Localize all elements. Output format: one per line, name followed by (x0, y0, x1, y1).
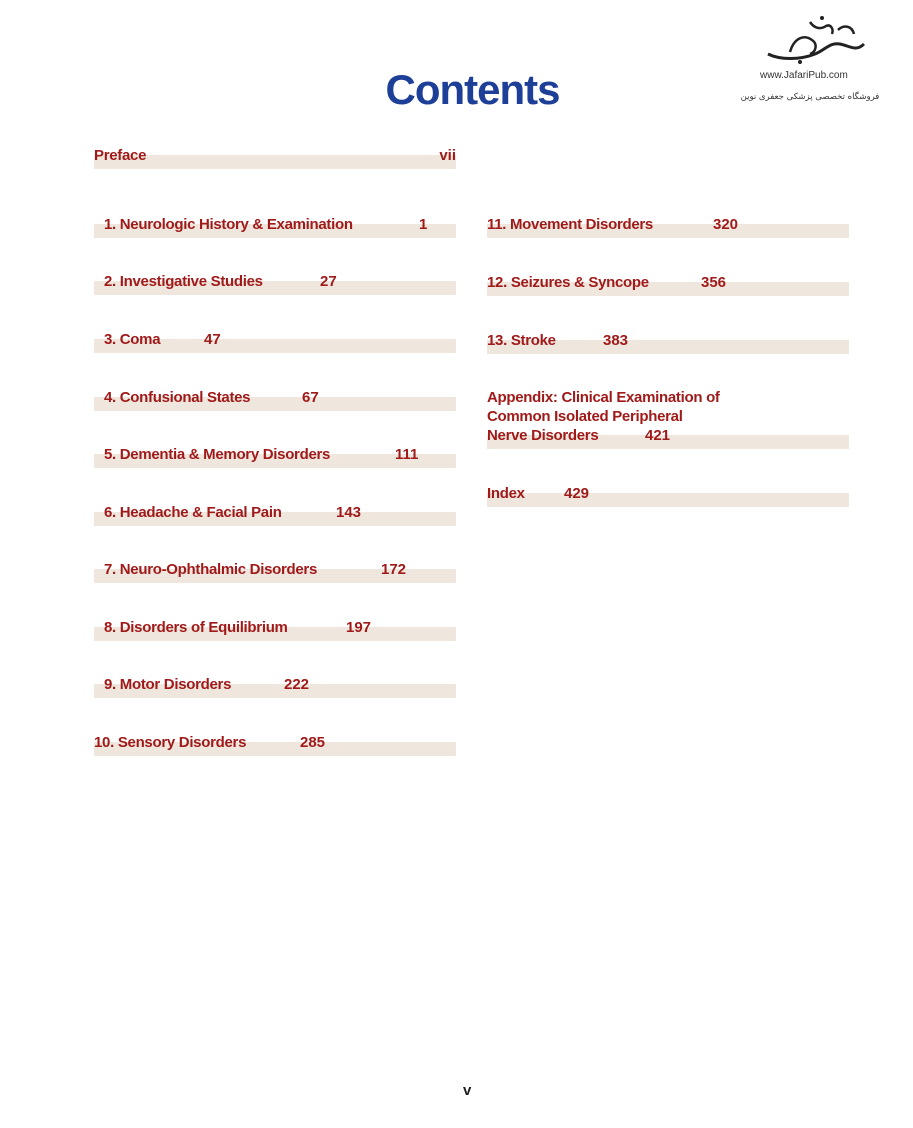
toc-entry-page: 172 (381, 561, 407, 578)
toc-entry-page: 47 (204, 331, 221, 348)
toc-entry-chapter-7[interactable] (94, 561, 456, 583)
toc-entry-label: 12. Seizures & Syncope (487, 274, 649, 291)
appendix-line-2: Common Isolated Peripheral (487, 408, 683, 425)
toc-entry-chapter-4[interactable] (94, 389, 456, 411)
toc-entry-page: 111 (395, 446, 419, 463)
toc-entry-label: 3. Coma (104, 331, 161, 348)
toc-entry-page: 143 (336, 504, 362, 521)
toc-entry-chapter-1[interactable] (94, 216, 456, 238)
toc-entry-page: 1 (419, 216, 428, 233)
toc-entry-page: 67 (302, 389, 319, 406)
toc-entry-label: 7. Neuro-Ophthalmic Disorders (104, 561, 318, 578)
toc-entry-page: 285 (300, 734, 326, 751)
toc-entry-label: 11. Movement Disorders (487, 216, 653, 233)
toc-entry-page: vii (439, 147, 456, 164)
toc-entry-label: 9. Motor Disorders (104, 676, 232, 693)
appendix-line-3: Nerve Disorders (487, 427, 599, 444)
toc-entry-page: 421 (645, 427, 671, 444)
toc-entry-chapter-9[interactable] (94, 676, 456, 698)
toc-entry-label: 5. Dementia & Memory Disorders (104, 446, 331, 463)
toc-entry-page: 320 (713, 216, 739, 233)
toc-entry-page: 356 (701, 274, 727, 291)
toc-entry-chapter-8[interactable] (94, 619, 456, 641)
toc-entry-label (487, 388, 720, 445)
toc-entry-page: 222 (284, 676, 310, 693)
page-title: Contents (385, 66, 560, 113)
toc-entry-page: 383 (603, 332, 629, 349)
appendix-line-1: Appendix: Clinical Examination of (487, 389, 720, 406)
toc-entry-page: 197 (346, 619, 372, 636)
toc-entry-label: 8. Disorders of Equilibrium (104, 619, 288, 636)
calligraphy-logo-icon (760, 14, 870, 66)
toc-entry-index[interactable] (487, 485, 849, 507)
page-number: v (463, 1082, 472, 1099)
toc-entry-page: 429 (564, 485, 590, 502)
toc-entry-label: Preface (94, 147, 147, 164)
toc-entry-label: 10. Sensory Disorders (94, 734, 247, 751)
toc-entry-chapter-13[interactable] (487, 332, 849, 354)
publisher-url: www.JafariPub.com (760, 70, 848, 81)
toc-entry-chapter-11[interactable] (487, 216, 849, 238)
toc-entry-chapter-10[interactable] (94, 734, 456, 756)
toc-entry-chapter-3[interactable] (94, 331, 456, 353)
toc-entry-page: 27 (320, 273, 337, 290)
toc-entry-chapter-5[interactable] (94, 446, 456, 468)
toc-entry-label: Index (487, 485, 525, 502)
toc-entry-label: 6. Headache & Facial Pain (104, 504, 282, 521)
toc-entry-chapter-2[interactable] (94, 273, 456, 295)
toc-entry-preface[interactable] (94, 147, 456, 169)
toc-entry-chapter-6[interactable] (94, 504, 456, 526)
toc-entry-label: 4. Confusional States (104, 389, 251, 406)
publisher-tagline: فروشگاه تخصصی پزشکی جعفری نوین (740, 92, 880, 102)
toc-entry-label: 2. Investigative Studies (104, 273, 263, 290)
toc-entry-label: 13. Stroke (487, 332, 556, 349)
toc-entry-chapter-12[interactable] (487, 274, 849, 296)
toc-entry-appendix[interactable] (487, 389, 849, 449)
toc-entry-label: 1. Neurologic History & Examination (104, 216, 353, 233)
